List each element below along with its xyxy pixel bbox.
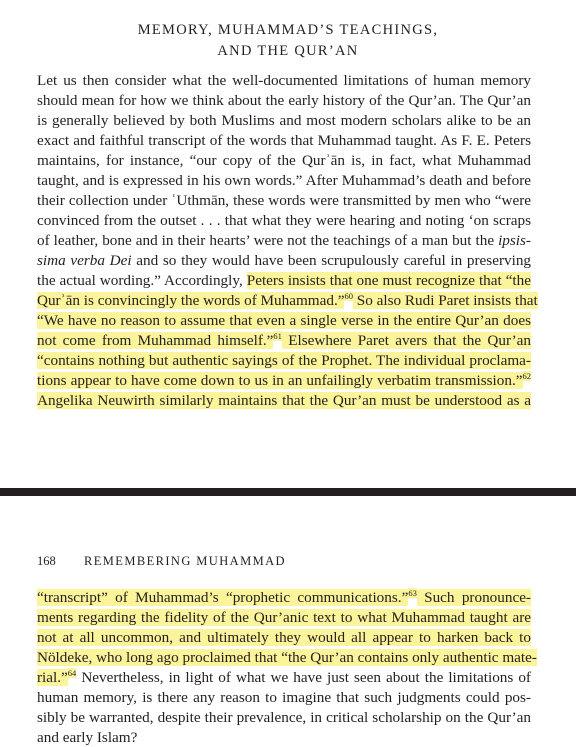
text-run: ments regarding the fidelity of the Qur’anic text to what Muhammad taught are bbox=[37, 609, 531, 626]
text-run: and so they would have been scrupulously careful in preserving bbox=[131, 252, 532, 269]
footnote-ref: 64 bbox=[67, 668, 77, 678]
text-line bbox=[37, 391, 531, 410]
running-head: REMEMBERING MUHAMMAD bbox=[84, 554, 286, 568]
text-line bbox=[37, 331, 531, 350]
page-divider bbox=[0, 488, 576, 496]
text-run: convinced from the outset . . . that what they were hearing and noting ‘on scraps bbox=[37, 212, 531, 229]
text-run: exact and faithful transcript of the words that Muhammad taught. As F. E. Peters bbox=[37, 132, 531, 149]
running-head-line: AND THE QUR’AN bbox=[217, 43, 359, 59]
text-run: taught, and is expressed in his own words.” After Muhammad’s death and before bbox=[37, 172, 531, 189]
text-run: human memory, is there any reason to imagine that such judgments could pos- bbox=[37, 689, 531, 706]
text-run: “We have no reason to assume that even a single verse in the entire Qur’an does bbox=[37, 312, 531, 329]
text-line bbox=[37, 588, 531, 607]
text-run: Qurʾān is convincingly the words of Muhammad.” bbox=[37, 292, 345, 309]
text-run: sima verba Dei bbox=[37, 252, 132, 269]
footnote-ref: 60 bbox=[344, 291, 353, 301]
text-line bbox=[37, 728, 531, 747]
text-run: of leather, bone and in their hearts’ were not the teachings of a man but the bbox=[37, 232, 499, 249]
text-run: So also Rudi Paret insists that bbox=[352, 292, 538, 309]
text-line bbox=[37, 351, 531, 370]
footnote-ref: 62 bbox=[522, 371, 531, 381]
text-line bbox=[37, 271, 531, 290]
text-run: “transcript” of Muhammad’s “prophetic communications.” bbox=[37, 589, 409, 606]
text-line bbox=[37, 311, 531, 330]
text-run: Peters insists that one must recognize that “the bbox=[246, 272, 531, 289]
text-line bbox=[37, 191, 531, 210]
text-line bbox=[37, 251, 531, 270]
page-number: 168 bbox=[37, 554, 56, 568]
text-line bbox=[37, 91, 531, 110]
text-run: should mean for how we think about the early history of the Qur’an. The Qur’an bbox=[37, 92, 531, 109]
text-line bbox=[37, 688, 531, 707]
text-line bbox=[37, 171, 531, 190]
text-run: their collection under ʿUthmān, these words were transmitted by men who “were bbox=[37, 192, 531, 209]
text-run: and early Islam? bbox=[37, 729, 138, 746]
text-run: is generally believed by both Muslims and most modern scholars alike to be an bbox=[37, 112, 531, 129]
text-line bbox=[37, 151, 531, 170]
text-line bbox=[37, 71, 531, 90]
text-line bbox=[37, 291, 538, 310]
text-line bbox=[37, 708, 531, 727]
text-line bbox=[37, 648, 537, 667]
text-run: “contains nothing but authentic sayings of the Prophet. The individual proclama- bbox=[37, 352, 531, 369]
running-head bbox=[0, 20, 576, 62]
text-run: Elsewhere Paret avers that the Qur’an bbox=[281, 332, 531, 349]
text-run: Such pronounce- bbox=[416, 589, 531, 606]
text-line bbox=[37, 668, 531, 687]
running-head-line: MEMORY, MUHAMMAD’S TEACHINGS, bbox=[137, 22, 439, 38]
text-line bbox=[37, 371, 531, 390]
text-run: Nöldeke, who long ago proclaimed that “the Qur’an contains only authentic mate- bbox=[37, 649, 537, 666]
text-run: rial.” bbox=[37, 669, 68, 686]
text-run: Angelika Neuwirth similarly maintains that the Qur’an must be understood as a bbox=[37, 392, 531, 409]
text-line bbox=[37, 111, 531, 130]
text-run: Nevertheless, in light of what we have just seen about the limitations of bbox=[76, 669, 531, 686]
text-line bbox=[37, 211, 531, 230]
text-run: tions appear to have come down to us in an unfailingly verbatim transmission.” bbox=[37, 372, 523, 389]
text-run: not at all uncommon, and ultimately they would all appear to harken back to bbox=[37, 629, 531, 646]
footnote-ref: 63 bbox=[408, 588, 417, 598]
text-run: Let us then consider what the well-documented limitations of human memory bbox=[37, 72, 531, 89]
text-run: not come from Muhammad himself.” bbox=[37, 332, 274, 349]
text-line bbox=[37, 131, 531, 150]
footnote-ref: 61 bbox=[273, 331, 282, 341]
text-run: maintains, for instance, “our copy of the Qurʾān is, in fact, what Muhammad bbox=[37, 152, 531, 169]
text-run: sibly be warranted, despite their prevalence, in critical scholarship on the Qur’an bbox=[37, 709, 531, 726]
text-run: ipsis- bbox=[498, 232, 531, 249]
text-line bbox=[37, 231, 531, 250]
bottom-page bbox=[0, 496, 576, 746]
text-run: the actual wording.” Accordingly, bbox=[37, 272, 247, 289]
text-line bbox=[37, 608, 531, 627]
text-line bbox=[37, 628, 531, 647]
